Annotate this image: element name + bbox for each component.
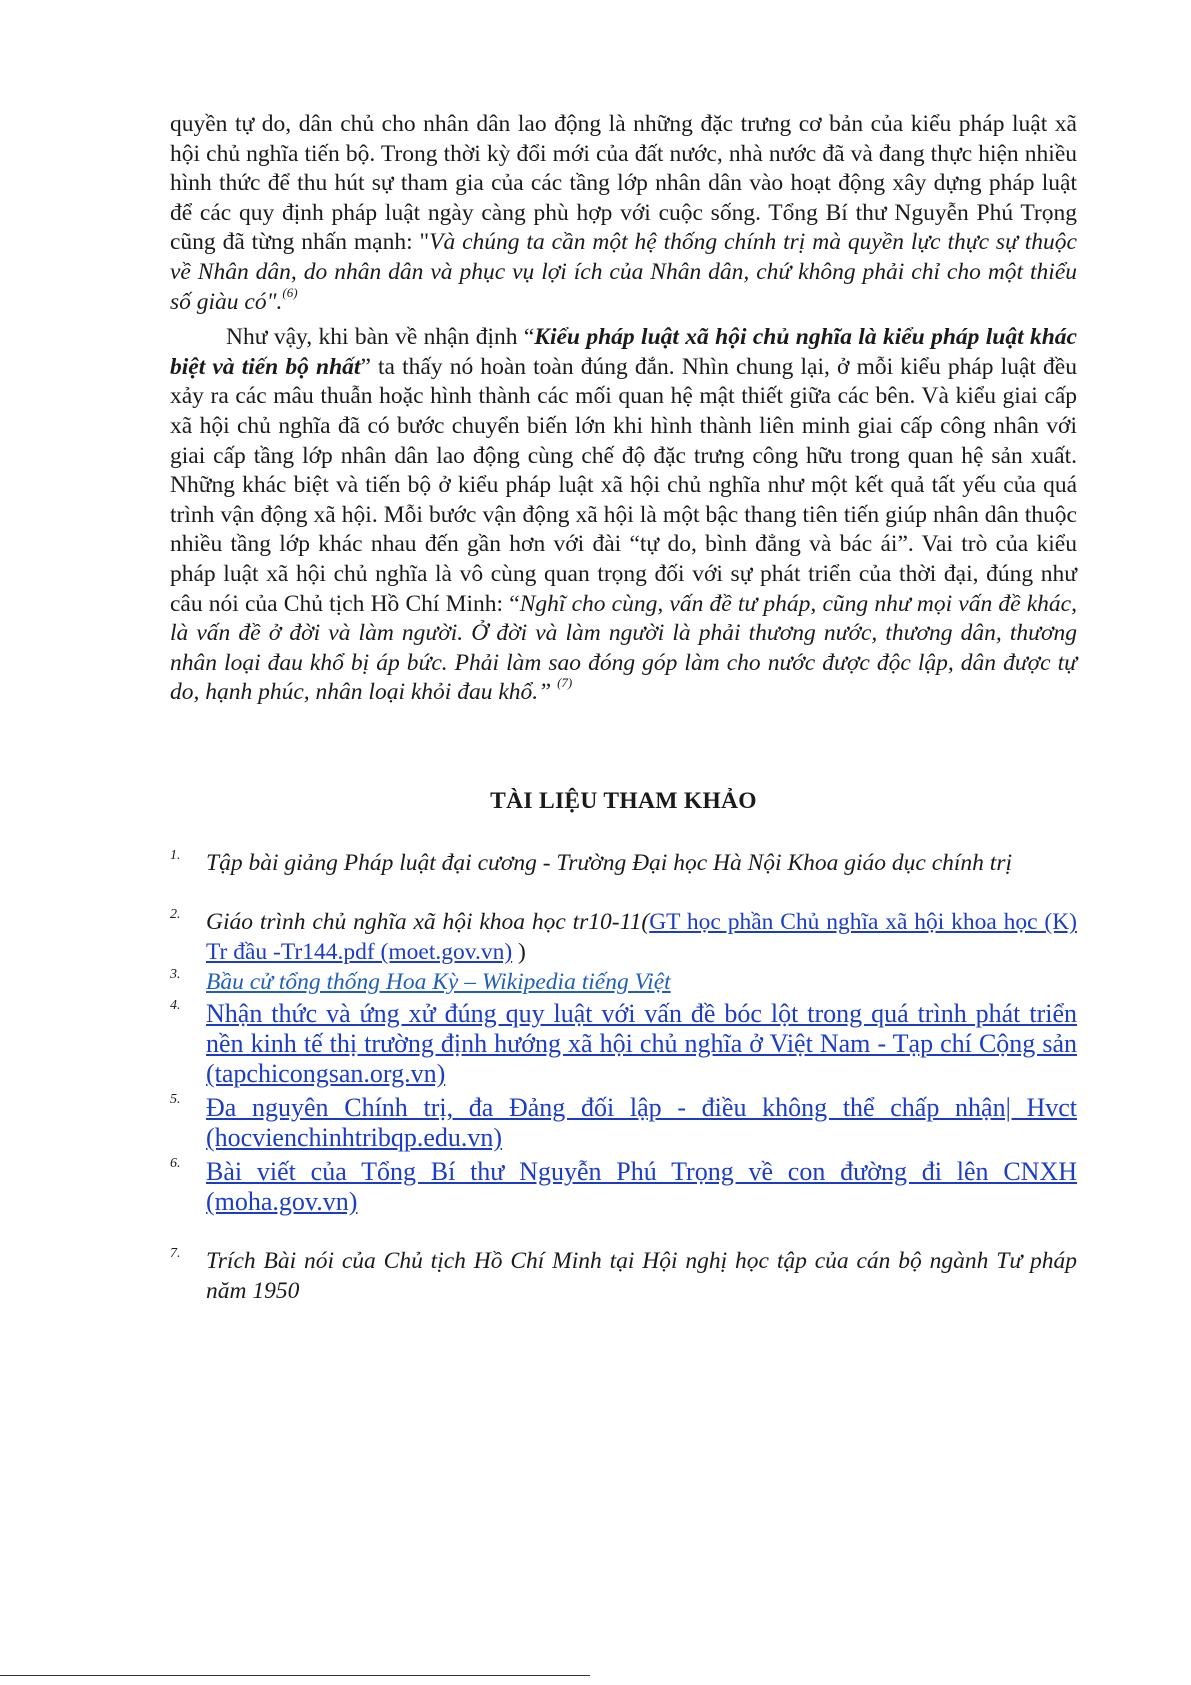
reference-link[interactable]: GT học phần Chủ nghĩa xã hội khoa học (K) Tr đầu -Tr144.pdf (moet.gov.vn) — [206, 909, 1077, 966]
reference-number: 3. — [170, 966, 181, 982]
document-page — [170, 110, 1077, 1306]
paragraph-2-text-start: Như vậy, khi bàn về nhận định “ — [226, 324, 535, 351]
reference-number: 7. — [170, 1246, 181, 1262]
reference-number: 2. — [170, 907, 181, 923]
reference-item-5 — [170, 1093, 1077, 1153]
paragraph-1-text: quyền tự do, dân chủ cho nhân dân lao động là những đặc trưng cơ bản của kiểu pháp luật xã hội chủ nghĩa tiến bộ. Trong thời kỳ đổi mới của đất nước, nhà nước đã và đang thực hiện nhiều hình thức để thu hút sự tham gia của các tầng lớp nhân dân vào hoạt động xây dựng pháp luật để các quy định pháp luật ngày càng phù hợp với cuộc sống. Tổng Bí thư Nguyễn Phú Trọng cũng đã từng nhấn mạnh: " — [170, 111, 1077, 256]
footnote-ref-7[interactable]: (7) — [557, 675, 573, 691]
reference-link[interactable]: Đa nguyên Chính trị, đa Đảng đối lập - điều không thể chấp nhận| Hvct (hocvienchinhtribqp.edu.vn) — [206, 1093, 1077, 1153]
references-list — [170, 849, 1077, 1307]
paragraph-1 — [170, 110, 1077, 317]
reference-item-4 — [170, 999, 1077, 1089]
references-heading: TÀI LIỆU THAM KHẢO — [490, 787, 757, 814]
paragraph-2-quote: Nghĩ cho cùng, vấn đề tư pháp, cũng như mọi vấn đề khác, là vấn đề ở đời và làm người. Ở đời và làm người là phải thương nước, thương dân, thương nhân loại đau khổ bị áp bức. Phải làm sao đóng góp làm cho nước được độc lập, dân được tự do, hạnh phúc, nhân loại khỏi đau khổ.” — [170, 590, 1077, 706]
paragraph-2-text-body: ” ta thấy nó hoàn toàn đúng đắn. Nhìn chung lại, ở mỗi kiểu pháp luật đều xảy ra các mâu thuẫn hoặc hình thành các mối quan hệ mật thiết giữa các bên. Và kiểu giai cấp xã hội chủ nghĩa đã có bước chuyển biến lớn khi hình thành liên minh giai cấp công nhân với giai cấp tầng lớp nhân dân lao động cùng chế độ đặc trưng công hữu trong quan hệ sản xuất. Những khác biệt và tiến bộ ở kiểu pháp luật xã hội chủ nghĩa như một kết quả tất yếu của quá trình vận động xã hội. Mỗi bước vận động xã hội là một bậc thang tiên tiến giúp nhân dân thuộc nhiều tầng lớp khác nhau đến gần hơn với đài “tự do, bình đẳng và bác ái”. Vai trò của kiểu pháp luật xã hội chủ nghĩa là vô cùng quan trọng đối với sự phát triển của thời đại, đúng như câu nói của Chủ tịch Hồ Chí Minh: “ — [170, 353, 1077, 617]
reference-text: Trích Bài nói của Chủ tịch Hồ Chí Minh tại Hội nghị học tập của cán bộ ngành Tư pháp năm 1950 — [206, 1248, 1077, 1304]
reference-link[interactable]: Nhận thức và ứng xử đúng quy luật với vấn đề bóc lột trong quá trình phát triển nền kinh tế thị trường định hướng xã hội chủ nghĩa ở Việt Nam - Tạp chí Cộng sản (tapchicongsan.org.vn) — [206, 999, 1077, 1089]
reference-number: 6. — [170, 1156, 181, 1172]
footnote-separator — [0, 1675, 590, 1676]
reference-text: Giáo trình chủ nghĩa xã hội khoa học tr10-11( — [206, 909, 650, 936]
paragraph-2-emphasis: Kiểu pháp luật xã hội chủ nghĩa là kiểu pháp luật khác biệt và tiến bộ nhất — [170, 324, 1077, 380]
paragraph-2 — [170, 323, 1077, 708]
reference-link[interactable]: Bầu cử tổng thống Hoa Kỳ – Wikipedia tiếng Việt — [206, 968, 671, 995]
reference-item-7 — [170, 1247, 1077, 1306]
reference-item-1 — [170, 849, 1077, 879]
reference-number: 5. — [170, 1092, 181, 1108]
reference-text: Tập bài giảng Pháp luật đại cương - Trường Đại học Hà Nội Khoa giáo dục chính trị — [206, 849, 1012, 876]
reference-link[interactable]: Bài viết của Tổng Bí thư Nguyễn Phú Trọng về con đường đi lên CNXH (moha.gov.vn) — [206, 1157, 1077, 1217]
reference-item-3 — [170, 968, 1077, 998]
reference-number: 1. — [170, 847, 181, 863]
paragraph-1-quote: Và chúng ta cần một hệ thống chính trị mà quyền lực thực sự thuộc về Nhân dân, do nhân dân và phục vụ lợi ích của Nhân dân, chứ không phải chỉ cho một thiểu số giàu có". — [170, 229, 1077, 315]
reference-item-6 — [170, 1157, 1077, 1217]
reference-number: 4. — [170, 998, 181, 1014]
footnote-ref-6[interactable]: (6) — [282, 284, 298, 300]
reference-text-tail: ) — [512, 939, 526, 966]
reference-item-2 — [170, 908, 1077, 967]
